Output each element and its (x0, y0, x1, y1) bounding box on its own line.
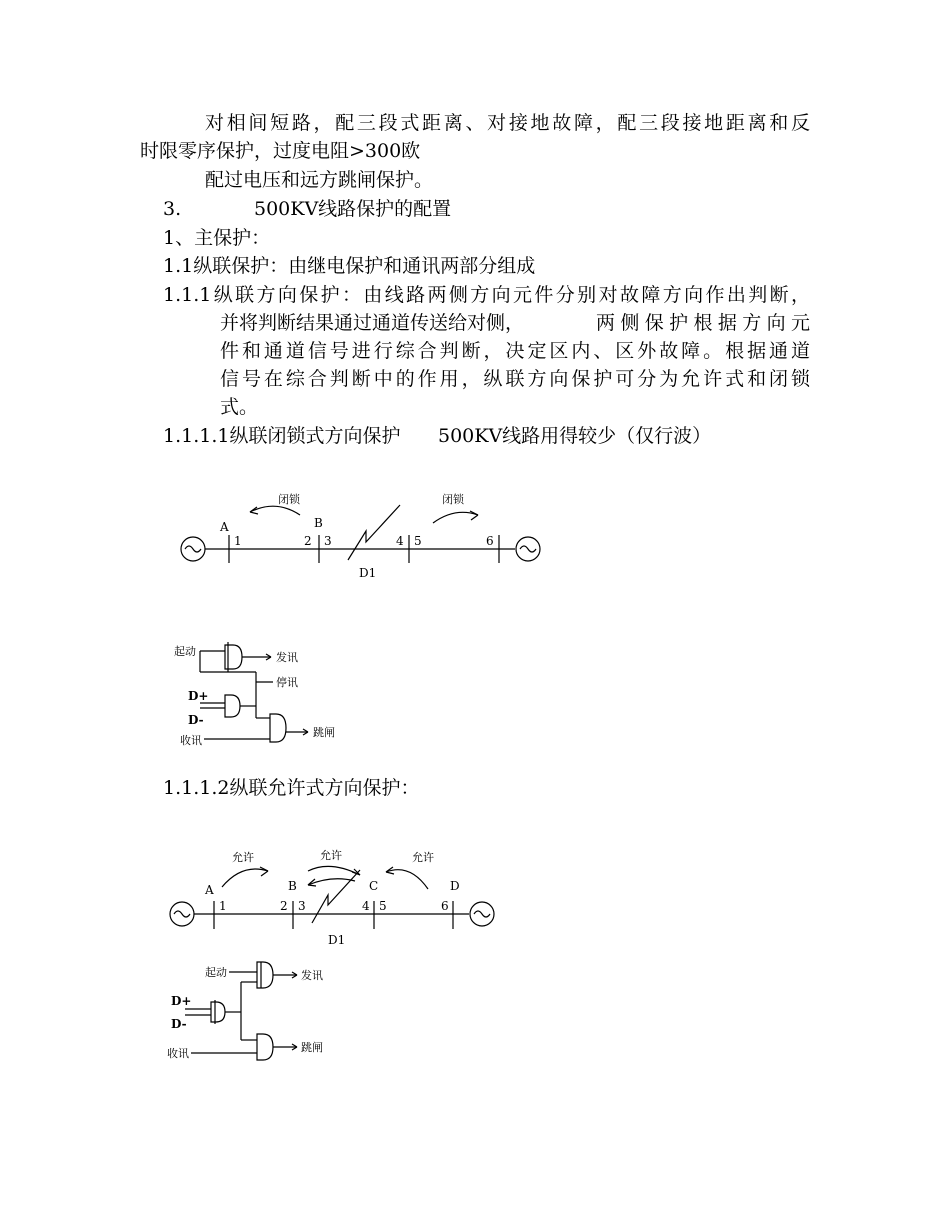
blocking-logic-diagram (170, 640, 370, 760)
arrow-left-head-icon (260, 867, 268, 876)
blocking-line-diagram (170, 485, 560, 585)
node-3: 3 (324, 534, 332, 548)
node-1: 1 (234, 534, 242, 548)
logic-trip-label: 跳闸 (301, 1041, 323, 1054)
fault-lightning-icon (312, 870, 360, 923)
logic-recv-label: 收讯 (180, 734, 202, 747)
bus-b-label: B (288, 879, 297, 893)
heading-main-protection: 1、主保护： (163, 227, 271, 249)
arrow-left-curve (222, 869, 268, 887)
arrow-mid-upper-curve (308, 866, 360, 875)
para-2: 配过电压和远方跳闸保护。 (205, 169, 434, 191)
logic-send-label: 发讯 (301, 969, 323, 982)
heading-3-title: 500KV线路保护的配置 (254, 198, 452, 220)
fault-label: D1 (328, 933, 346, 947)
arrow-left-label: 闭锁 (278, 493, 300, 506)
logic-dplus-label: D+ (171, 994, 192, 1008)
node-2: 2 (304, 534, 312, 548)
and-gate-trip-icon (270, 714, 286, 742)
heading-3-number: 3. (163, 198, 182, 220)
source-right-icon (470, 902, 494, 926)
para-1-1-1-line-2a: 并将判断结果通过通道传送给对侧， (220, 312, 525, 334)
logic-dplus-label: D+ (188, 689, 209, 703)
para-1-1-1-line-3: 件和通道信号进行综合判断，决定区内、区外故障。根据通道 (220, 340, 810, 362)
permissive-logic-diagram (165, 960, 365, 1070)
para-1-line-2: 时限零序保护，过度电阻>300欧 (140, 140, 421, 162)
arrow-right-curve (433, 512, 478, 523)
node-1: 1 (219, 899, 227, 913)
source-left-icon (170, 902, 194, 926)
arrow-right-label: 允许 (412, 851, 434, 864)
arrow-right-curve (386, 870, 428, 889)
and-gate-direction-icon (225, 695, 240, 717)
arrow-right-head-icon (470, 511, 478, 520)
node-3: 3 (298, 899, 306, 913)
heading-1-1-1-1: 1.1.1.1纵联闭锁式方向保护 (163, 425, 401, 447)
para-1-1-1-line-5: 式。 (220, 396, 259, 418)
bus-a-label: A (205, 883, 214, 897)
logic-recv-label: 收讯 (167, 1047, 189, 1060)
logic-start-label: 起动 (174, 645, 196, 658)
node-6: 6 (486, 534, 494, 548)
and-gate-trip-icon (257, 1034, 273, 1060)
logic-dminus-label: D- (188, 713, 204, 727)
arrow-mid-label: 允许 (320, 849, 342, 862)
arrow-left-label: 允许 (232, 851, 254, 864)
logic-trip-label: 跳闸 (313, 726, 335, 739)
heading-1-1-1-1-note: 500KV线路用得较少（仅行波） (438, 425, 712, 447)
node-6: 6 (441, 899, 449, 913)
source-right-icon (516, 537, 540, 561)
node-5: 5 (379, 899, 387, 913)
permissive-line-diagram (160, 845, 510, 955)
heading-1-1: 1.1纵联保护：由继电保护和通讯两部分组成 (163, 255, 536, 277)
node-2: 2 (280, 899, 288, 913)
logic-start-label: 起动 (205, 966, 227, 979)
node-4: 4 (396, 534, 404, 548)
and-gate-send-icon (257, 962, 273, 988)
bus-a-label: A (220, 520, 229, 534)
para-1-line-1: 对相间短路，配三段式距离、对接地故障，配三段接地距离和反 (205, 112, 810, 134)
node-5: 5 (414, 534, 422, 548)
source-left-icon (181, 537, 205, 561)
logic-stop-label: 停讯 (276, 676, 298, 689)
bus-c-label: C (369, 879, 379, 893)
bus-b-label: B (314, 516, 323, 530)
fault-lightning-icon (348, 505, 400, 560)
and-gate-direction-icon (211, 1002, 225, 1022)
heading-1-1-1-2: 1.1.1.2纵联允许式方向保护： (163, 777, 420, 799)
arrow-right-label: 闭锁 (442, 493, 464, 506)
para-1-1-1-line-4: 信号在综合判断中的作用，纵联方向保护可分为允许式和闭锁 (220, 368, 810, 390)
logic-dminus-label: D- (171, 1017, 187, 1031)
node-4: 4 (362, 899, 370, 913)
fault-label: D1 (359, 566, 377, 580)
para-1-1-1-line-1: 1.1.1纵联方向保护：由线路两侧方向元件分别对故障方向作出判断， (163, 284, 810, 306)
para-1-1-1-line-2b: 两侧保护根据方向元 (596, 312, 810, 334)
logic-send-label: 发讯 (276, 651, 298, 664)
bus-d-label: D (450, 879, 460, 893)
